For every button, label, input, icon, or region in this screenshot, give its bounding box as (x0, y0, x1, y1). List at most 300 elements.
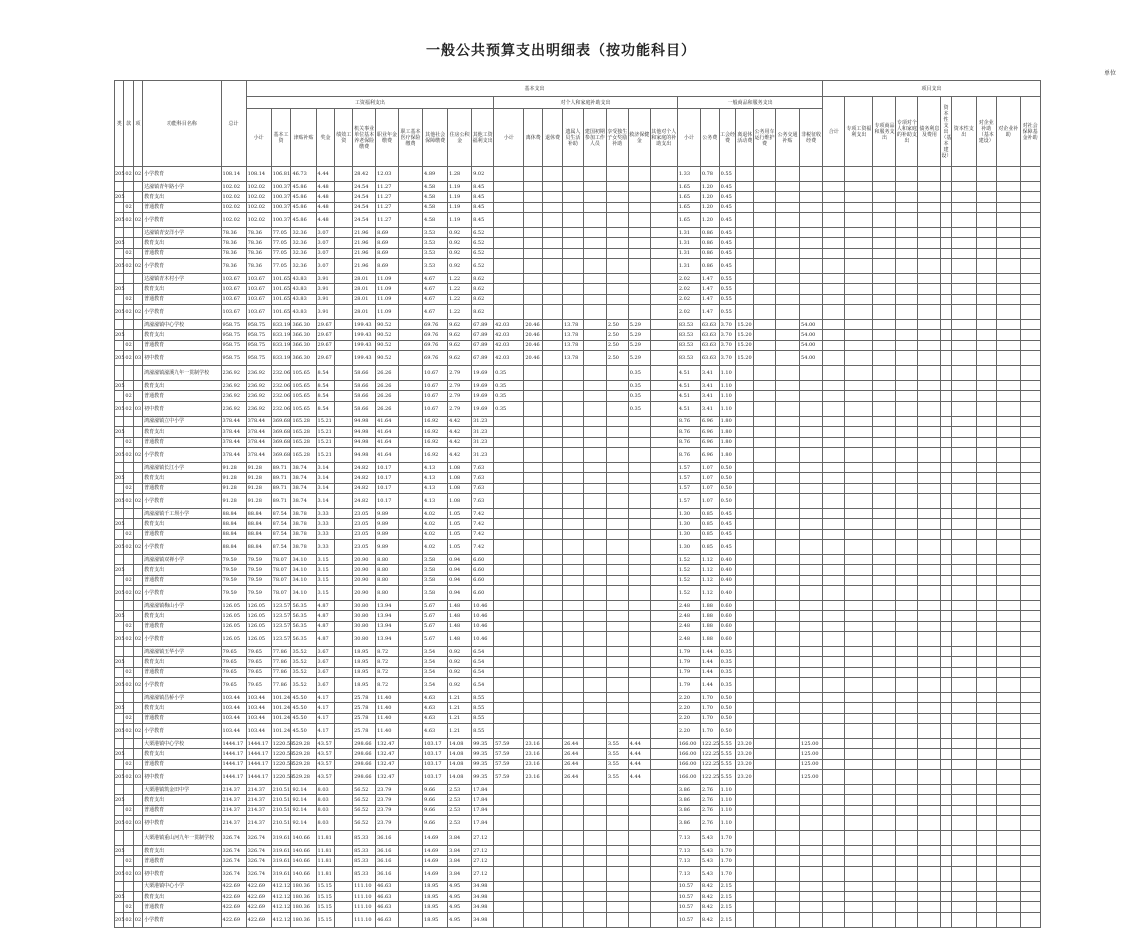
header-personal-col: 其他对个人和家庭的补助支出 (650, 109, 677, 167)
cell-name: 教育支出 (143, 565, 221, 575)
cell-value: 28.01 (353, 294, 376, 304)
cell-value (800, 657, 823, 667)
cell-value: 1.70 (719, 856, 736, 866)
cell-value (650, 795, 677, 805)
cell-project (941, 866, 951, 881)
cell-project (976, 182, 996, 192)
header-lei: 类 (115, 81, 124, 167)
cell-value: 43.83 (291, 274, 316, 284)
cell-value: 23.79 (376, 816, 399, 831)
cell-project (941, 759, 951, 769)
cell-value (628, 473, 650, 483)
cell-xiang (133, 294, 142, 304)
cell-project (873, 213, 896, 228)
header-personal-col: 退休费 (543, 109, 563, 167)
cell-value: 99.35 (472, 759, 494, 769)
cell-value: 126.05 (221, 631, 246, 646)
cell-value: 1220.58 (271, 759, 291, 769)
cell-value: 102.02 (221, 202, 246, 212)
cell-project (845, 816, 873, 831)
cell-value (335, 213, 353, 228)
cell-value (776, 519, 800, 529)
cell-lei: 205 (115, 381, 124, 391)
cell-value: 1.12 (700, 575, 719, 585)
cell-project (951, 585, 976, 600)
cell-value: 326.74 (221, 846, 246, 856)
cell-value: 54.00 (800, 351, 823, 366)
cell-value (800, 202, 823, 212)
cell-kuan: 02 (124, 202, 133, 212)
cell-project (941, 739, 951, 749)
cell-value (736, 693, 754, 703)
cell-project (1020, 575, 1040, 585)
cell-value (494, 493, 524, 508)
cell-xiang: 02 (133, 585, 142, 600)
cell-value (606, 401, 628, 416)
cell-project (941, 713, 951, 723)
cell-value: 78.36 (221, 228, 246, 238)
cell-value (583, 228, 606, 238)
cell-kuan: 02 (124, 816, 133, 831)
cell-project (845, 739, 873, 749)
cell-value (754, 805, 776, 815)
cell-value: 1.47 (700, 274, 719, 284)
cell-value (650, 462, 677, 472)
cell-value: 833.19 (271, 320, 291, 330)
cell-value (650, 340, 677, 350)
cell-value: 0.35 (494, 391, 524, 401)
cell-value (335, 770, 353, 785)
cell-value (583, 167, 606, 182)
cell-value (736, 631, 754, 646)
cell-value (494, 228, 524, 238)
cell-value: 1.57 (677, 493, 700, 508)
cell-value: 0.86 (700, 259, 719, 274)
cell-value (335, 646, 353, 656)
cell-value: 3.07 (316, 228, 335, 238)
cell-value: 126.05 (246, 600, 271, 610)
cell-value: 326.74 (246, 846, 271, 856)
cell-value (650, 770, 677, 785)
cell-value: 89.71 (271, 483, 291, 493)
cell-value (736, 554, 754, 564)
cell-value (562, 575, 583, 585)
cell-name: 初中教育 (143, 770, 221, 785)
cell-value (335, 585, 353, 600)
cell-project (896, 366, 918, 381)
cell-name: 普通教育 (143, 202, 221, 212)
cell-value (776, 508, 800, 518)
cell-project (823, 401, 845, 416)
cell-value: 14.08 (448, 759, 472, 769)
cell-value: 3.55 (606, 770, 628, 785)
cell-project (951, 631, 976, 646)
cell-value (335, 795, 353, 805)
cell-value: 0.55 (719, 294, 736, 304)
cell-value (800, 447, 823, 462)
cell-value (524, 447, 543, 462)
cell-value: 5.67 (423, 631, 448, 646)
cell-value: 8.42 (700, 881, 719, 891)
cell-value (628, 192, 650, 202)
cell-value (583, 238, 606, 248)
cell-value: 15.21 (316, 437, 335, 447)
cell-project (1020, 621, 1040, 631)
cell-project (918, 427, 941, 437)
cell-value (583, 785, 606, 795)
cell-project (918, 657, 941, 667)
cell-value (650, 678, 677, 693)
cell-value: 7.42 (472, 508, 494, 518)
cell-value: 45.86 (291, 182, 316, 192)
table-row (115, 600, 1065, 610)
cell-value (736, 565, 754, 575)
cell-lei (115, 600, 124, 610)
cell-value: 14.69 (423, 846, 448, 856)
cell-project (845, 657, 873, 667)
cell-value: 8.42 (700, 912, 719, 927)
cell-project (951, 554, 976, 564)
cell-value: 0.55 (719, 305, 736, 320)
cell-value (776, 565, 800, 575)
cell-project (996, 381, 1020, 391)
cell-value: 3.53 (423, 248, 448, 258)
cell-value: 20.90 (353, 554, 376, 564)
cell-value (562, 167, 583, 182)
cell-xiang (133, 427, 142, 437)
cell-value: 38.74 (291, 473, 316, 483)
cell-value (524, 724, 543, 739)
cell-value: 3.53 (423, 238, 448, 248)
header-name: 功能科目名称 (143, 81, 221, 167)
cell-value: 4.95 (448, 912, 472, 927)
cell-value (583, 759, 606, 769)
cell-xiang: 02 (133, 167, 142, 182)
cell-value: 56.52 (353, 805, 376, 815)
cell-value: 21.96 (353, 248, 376, 258)
cell-project (1020, 305, 1040, 320)
cell-value: 103.67 (221, 294, 246, 304)
header-personal-col: 离休费 (524, 109, 543, 167)
cell-value (335, 912, 353, 927)
cell-project (896, 305, 918, 320)
cell-project (941, 724, 951, 739)
cell-name: 普通教育 (143, 529, 221, 539)
cell-value (754, 724, 776, 739)
cell-project (1020, 554, 1040, 564)
cell-value (399, 795, 423, 805)
cell-value: 0.45 (719, 202, 736, 212)
cell-project (873, 274, 896, 284)
table-row (115, 770, 1065, 785)
cell-value: 3.70 (719, 351, 736, 366)
table-row (115, 856, 1065, 866)
cell-value: 8.76 (677, 416, 700, 426)
cell-value: 4.44 (628, 759, 650, 769)
table-row (115, 805, 1065, 815)
cell-value: 3.53 (423, 228, 448, 238)
cell-value: 1.65 (677, 182, 700, 192)
cell-project (976, 305, 996, 320)
cell-project (896, 330, 918, 340)
cell-value: 13.94 (376, 631, 399, 646)
cell-value (800, 167, 823, 182)
cell-value: 326.74 (246, 831, 271, 846)
cell-value: 11.09 (376, 305, 399, 320)
cell-name: 普通教育 (143, 621, 221, 631)
cell-value: 1.47 (700, 294, 719, 304)
cell-value: 5.55 (719, 749, 736, 759)
cell-value (494, 202, 524, 212)
cell-project (951, 667, 976, 677)
cell-value (524, 554, 543, 564)
cell-value (628, 565, 650, 575)
cell-name: 教育支出 (143, 611, 221, 621)
cell-value (650, 892, 677, 902)
cell-value (606, 805, 628, 815)
cell-value: 102.02 (246, 213, 271, 228)
cell-value: 125.00 (800, 770, 823, 785)
cell-value (494, 657, 524, 667)
cell-value: 8.45 (472, 182, 494, 192)
cell-xiang (133, 274, 142, 284)
cell-project (976, 427, 996, 437)
cell-value (524, 816, 543, 831)
cell-lei (115, 483, 124, 493)
cell-value (399, 739, 423, 749)
cell-value: 369.68 (271, 427, 291, 437)
cell-project (873, 759, 896, 769)
cell-value: 140.66 (291, 846, 316, 856)
cell-value (754, 770, 776, 785)
cell-value (628, 805, 650, 815)
cell-value (736, 611, 754, 621)
cell-value: 35.52 (291, 657, 316, 667)
cell-value: 5.55 (719, 770, 736, 785)
cell-value: 4.48 (316, 202, 335, 212)
cell-value (754, 739, 776, 749)
cell-value (628, 508, 650, 518)
cell-value: 1220.58 (271, 739, 291, 749)
cell-value: 0.92 (448, 657, 472, 667)
cell-project (951, 320, 976, 330)
cell-value: 319.61 (271, 831, 291, 846)
cell-value: 1.19 (448, 192, 472, 202)
header-goods-col: 公务费 (700, 109, 719, 167)
cell-value: 8.45 (472, 192, 494, 202)
cell-value: 13.78 (562, 320, 583, 330)
cell-project (996, 202, 1020, 212)
cell-xiang (133, 248, 142, 258)
cell-project (941, 667, 951, 677)
cell-project (873, 881, 896, 891)
cell-value (335, 846, 353, 856)
cell-value: 90.52 (376, 340, 399, 350)
cell-value (524, 831, 543, 846)
cell-value: 0.35 (628, 366, 650, 381)
cell-lei (115, 416, 124, 426)
cell-xiang (133, 182, 142, 192)
cell-value: 87.54 (271, 519, 291, 529)
cell-value: 21.96 (353, 259, 376, 274)
cell-value: 28.01 (353, 284, 376, 294)
cell-project (823, 437, 845, 447)
cell-value (736, 646, 754, 656)
cell-project (941, 483, 951, 493)
cell-value (399, 462, 423, 472)
cell-project (996, 248, 1020, 258)
cell-project (976, 621, 996, 631)
cell-value: 24.54 (353, 182, 376, 192)
cell-value (650, 427, 677, 437)
cell-value: 833.19 (271, 351, 291, 366)
cell-value: 3.67 (316, 678, 335, 693)
cell-project (896, 483, 918, 493)
cell-value: 199.43 (353, 351, 376, 366)
cell-value: 106.81 (271, 167, 291, 182)
cell-project (941, 519, 951, 529)
cell-value (754, 340, 776, 350)
cell-value (650, 785, 677, 795)
cell-name: 普通教育 (143, 902, 221, 912)
cell-value (800, 483, 823, 493)
cell-project (976, 831, 996, 846)
cell-value: 214.37 (221, 795, 246, 805)
cell-value (543, 805, 563, 815)
cell-value: 36.16 (376, 846, 399, 856)
cell-value (562, 831, 583, 846)
cell-kuan: 02 (124, 493, 133, 508)
cell-value: 298.66 (353, 749, 376, 759)
cell-value: 8.69 (376, 238, 399, 248)
cell-project (823, 795, 845, 805)
cell-xiang (133, 759, 142, 769)
cell-value: 422.69 (221, 912, 246, 927)
cell-project (976, 238, 996, 248)
header-project-col: 对企业补助 (996, 97, 1020, 167)
cell-value: 25.78 (353, 693, 376, 703)
cell-project (896, 703, 918, 713)
cell-value: 57.59 (494, 759, 524, 769)
cell-value (736, 713, 754, 723)
cell-project (1020, 770, 1040, 785)
cell-value: 126.05 (221, 600, 246, 610)
cell-project (1020, 713, 1040, 723)
cell-value: 4.42 (448, 427, 472, 437)
cell-value (650, 881, 677, 891)
cell-value (583, 902, 606, 912)
cell-value (524, 902, 543, 912)
cell-value (524, 881, 543, 891)
cell-value: 378.44 (221, 427, 246, 437)
cell-value (562, 585, 583, 600)
cell-project (873, 724, 896, 739)
cell-value: 1.80 (719, 416, 736, 426)
cell-value (399, 724, 423, 739)
cell-value (754, 646, 776, 656)
cell-name: 教育支出 (143, 330, 221, 340)
cell-value (543, 294, 563, 304)
cell-project (996, 585, 1020, 600)
cell-value (335, 575, 353, 585)
cell-lei (115, 294, 124, 304)
cell-value (650, 182, 677, 192)
cell-value (562, 902, 583, 912)
cell-value: 8.62 (472, 284, 494, 294)
cell-value (335, 519, 353, 529)
cell-value: 6.52 (472, 228, 494, 238)
cell-project (873, 167, 896, 182)
table-row (115, 749, 1065, 759)
cell-project (873, 416, 896, 426)
cell-value (754, 585, 776, 600)
cell-xiang: 03 (133, 770, 142, 785)
cell-project (918, 437, 941, 447)
cell-value: 4.44 (628, 739, 650, 749)
cell-value (754, 473, 776, 483)
cell-project (941, 447, 951, 462)
cell-value (606, 565, 628, 575)
cell-value (628, 892, 650, 902)
cell-value (524, 529, 543, 539)
cell-project (976, 611, 996, 621)
cell-value: 78.36 (221, 248, 246, 258)
cell-value (562, 437, 583, 447)
cell-project (918, 473, 941, 483)
cell-value (776, 274, 800, 284)
cell-xiang (133, 749, 142, 759)
cell-project (918, 508, 941, 518)
cell-value: 88.84 (221, 508, 246, 518)
cell-value: 412.12 (271, 912, 291, 927)
cell-value: 23.05 (353, 508, 376, 518)
cell-xiang: 03 (133, 401, 142, 416)
cell-value: 529.28 (291, 770, 316, 785)
cell-project (823, 739, 845, 749)
cell-project (951, 259, 976, 274)
cell-value (650, 703, 677, 713)
cell-value (524, 259, 543, 274)
cell-value: 38.78 (291, 519, 316, 529)
cell-value (524, 437, 543, 447)
cell-value (562, 401, 583, 416)
cell-value: 1.10 (719, 366, 736, 381)
cell-value: 166.00 (677, 770, 700, 785)
cell-project (823, 816, 845, 831)
cell-value: 10.57 (677, 912, 700, 927)
cell-value (543, 912, 563, 927)
table-row (115, 202, 1065, 212)
cell-value (543, 519, 563, 529)
cell-project (941, 805, 951, 815)
cell-project (1020, 739, 1040, 749)
cell-value: 0.35 (628, 391, 650, 401)
cell-project (996, 912, 1020, 927)
cell-lei: 205 (115, 284, 124, 294)
cell-project (941, 274, 951, 284)
cell-value: 11.09 (376, 294, 399, 304)
cell-value (399, 238, 423, 248)
cell-value (583, 770, 606, 785)
table-row (115, 795, 1065, 805)
cell-value: 46.63 (376, 912, 399, 927)
table-row (115, 866, 1065, 881)
cell-value (335, 749, 353, 759)
cell-value (776, 749, 800, 759)
cell-value: 8.76 (677, 447, 700, 462)
cell-project (976, 749, 996, 759)
cell-value: 210.51 (271, 785, 291, 795)
